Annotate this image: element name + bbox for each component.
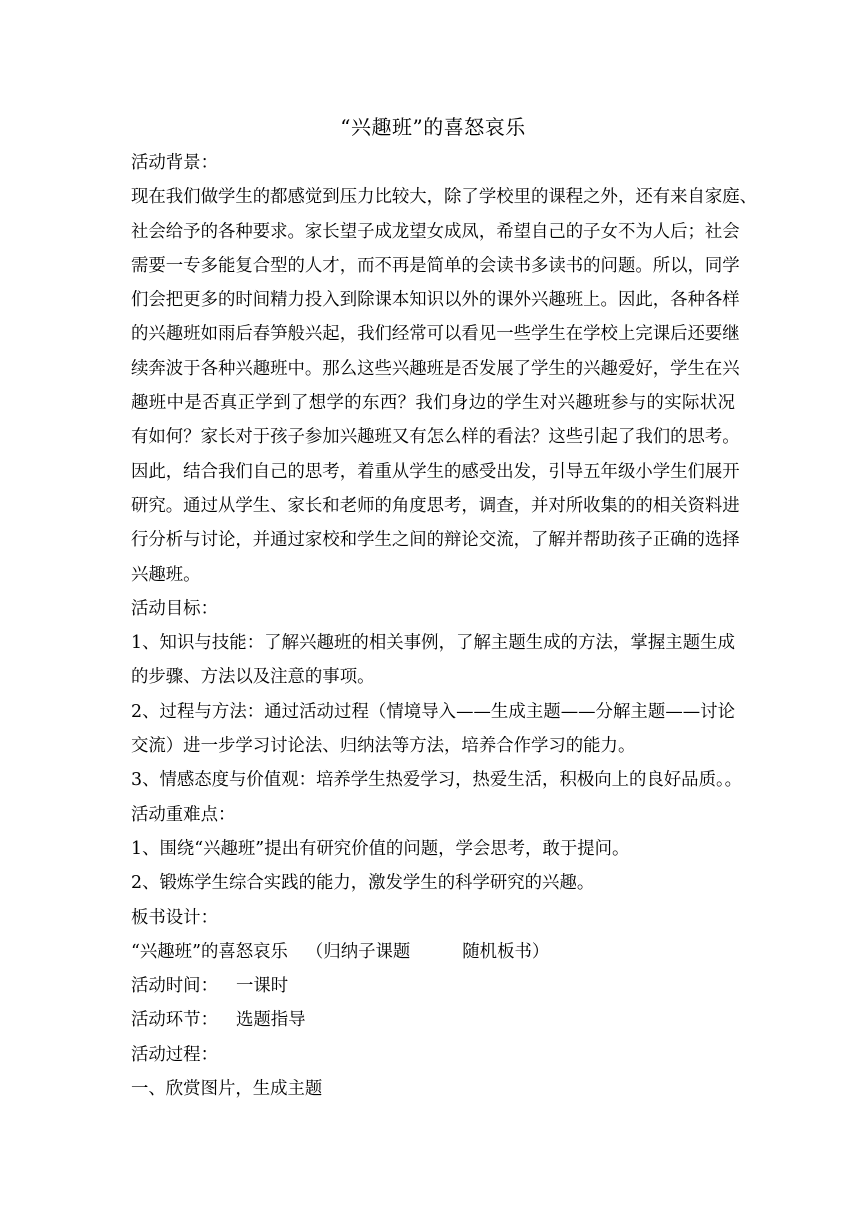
board-note-summary: （归纳子课题 [305, 941, 411, 962]
goal-knowledge [131, 626, 735, 695]
time-label: 活动时间： [131, 976, 218, 997]
board-note-random: 随机板书） [462, 941, 550, 962]
paragraph-line: 们会把更多的时间精力投入到除课本知识以外的课外兴趣班上。因此，各种各样 [131, 290, 740, 311]
board-heading: 板书设计： [131, 907, 218, 928]
process-heading: 活动过程： [131, 1044, 218, 1065]
board-title: “兴趣班”的喜怒哀乐 [131, 941, 288, 962]
key-point-2: 2、锻炼学生综合实践的能力，激发学生的科学研究的兴趣。 [131, 873, 595, 894]
paragraph-line: 有如何？家长对于孩子参加兴趣班又有怎么样的看法？这些引起了我们的思考。 [131, 427, 740, 448]
goals-heading: 活动目标： [131, 598, 218, 619]
goal-attitude: 3、情感态度与价值观：培养学生热爱学习，热爱生活，积极向上的良好品质。。 [131, 770, 743, 791]
background-heading: 活动背景： [131, 153, 218, 173]
paragraph-line: 因此，结合我们自己的思考，着重从学生的感受出发，引导五年级小学生们展开 [131, 461, 740, 482]
key-points-heading: 活动重难点： [131, 804, 236, 825]
paragraph-line: 趣班中是否真正学到了想学的东西？我们身边的学生对兴趣班参与的实际状况 [131, 393, 735, 414]
background-paragraph [131, 180, 758, 592]
goal-process [131, 695, 735, 764]
stage-value: 选题指导 [235, 1010, 306, 1031]
paragraph-line: 的兴趣班如雨后春笋般兴起，我们经常可以看见一些学生在学校上完课后还要继 [131, 324, 740, 345]
paragraph-line: 2、过程与方法：通过活动过程（情境导入——生成主题——分解主题——讨论 [131, 701, 735, 722]
paragraph-line: 兴趣班。 [131, 564, 201, 585]
document-title: “兴趣班”的喜怒哀乐 [340, 115, 526, 139]
document-page [131, 110, 758, 1106]
paragraph-line: 需要一专多能复合型的人才，而不再是简单的会读书多读书的问题。所以，同学 [131, 255, 740, 276]
paragraph-line: 研究。通过从学生、家长和老师的角度思考，调查，并对所收集的的相关资料进 [131, 495, 740, 516]
key-point-1: 1、围绕“兴趣班”提出有研究价值的问题，学会思考，敢于提问。 [131, 838, 630, 859]
paragraph-line: 续奔波于各种兴趣班中。那么这些兴趣班是否发展了学生的兴趣爱好，学生在兴 [131, 358, 740, 379]
process-step-1: 一、欣赏图片，生成主题 [131, 1079, 323, 1100]
time-value: 一课时 [235, 976, 289, 997]
paragraph-line: 社会给予的各种要求。家长望子成龙望女成凤，希望自己的子女不为人后；社会 [131, 221, 740, 242]
paragraph-line: 交流）进一步学习讨论法、归纳法等方法，培养合作学习的能力。 [131, 736, 636, 757]
paragraph-line: 现在我们做学生的都感觉到压力比较大，除了学校里的课程之外，还有来自家庭、 [131, 187, 758, 208]
paragraph-line: 1、知识与技能：了解兴趣班的相关事例，了解主题生成的方法，掌握主题生成 [131, 633, 735, 654]
paragraph-line: 行分析与讨论，并通过家校和学生之间的辩论交流，了解并帮助孩子正确的选择 [131, 530, 740, 551]
board-design-line [131, 935, 735, 969]
paragraph-line: 的步骤、方法以及注意的事项。 [131, 667, 375, 688]
activity-stage-line [131, 1003, 735, 1037]
stage-label: 活动环节： [131, 1010, 218, 1031]
activity-time-line [131, 969, 735, 1003]
